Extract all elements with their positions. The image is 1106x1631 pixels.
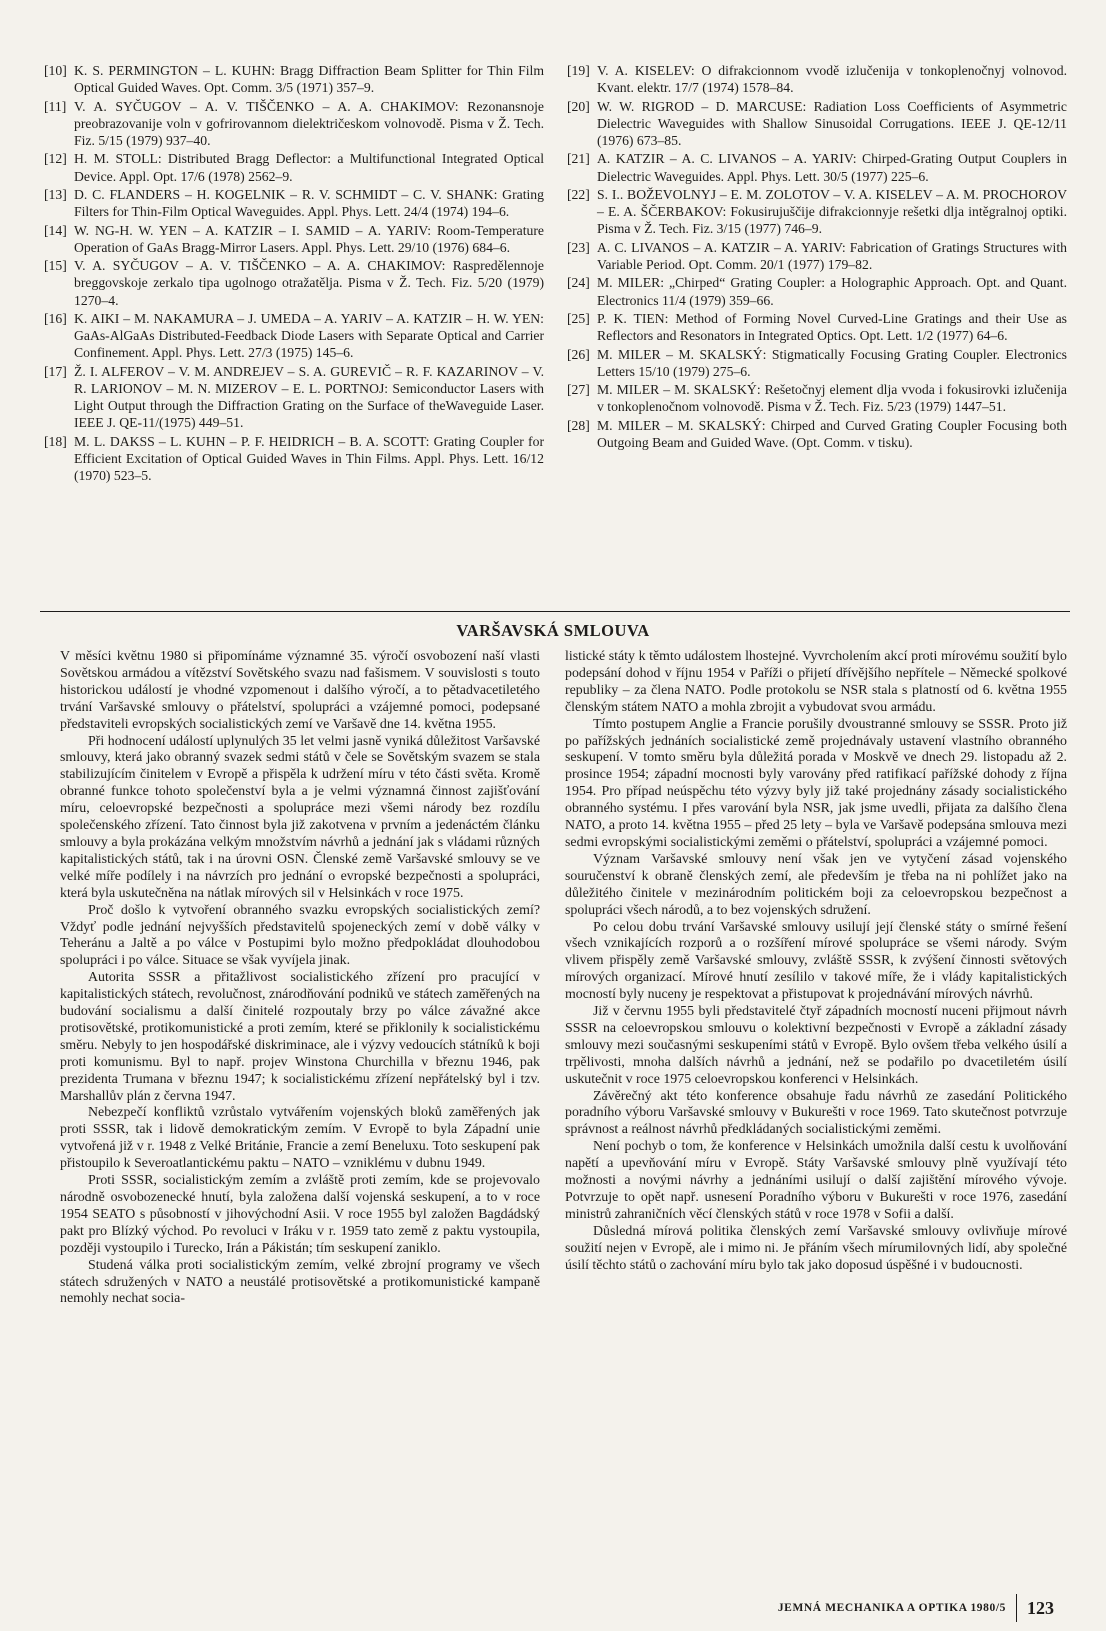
article-paragraph: Důsledná mírová politika členských zemí Varšavské smlouvy ovlivňuje mírové soužití nejen v Evropě, ale i mimo ni. Je přáním všech mírumilovných lidí, aby společné úsilí těchto států o zachování míru bylo tak jako doposud úspěšné i v budoucnosti. bbox=[565, 1223, 1067, 1273]
footer-divider bbox=[1016, 1594, 1017, 1622]
article-paragraph: Studená válka proti socialistickým zemím, velké zbrojní programy ve všech státech sdružených v NATO a neustálé protisovětské a protikomunistické kampaně nemohly nechat socia- bbox=[60, 1257, 540, 1307]
reference-item bbox=[567, 150, 1067, 184]
article-paragraph: Význam Varšavské smlouvy není však jen ve vytyčení zásad vojenského souručenství k obraně členských zemí, ale především je třeba na ni pohlížet jako na důležitého činitele v mezinárodním politickém boji za celoevropskou bezpečnost a spolupráci všech národů, a to bez vojenských sdružení. bbox=[565, 851, 1067, 918]
reference-item bbox=[567, 239, 1067, 273]
page-number: 123 bbox=[1027, 1597, 1054, 1618]
reference-number: [22] bbox=[567, 186, 590, 202]
reference-number: [20] bbox=[567, 98, 590, 114]
references-left-column bbox=[44, 62, 544, 486]
journal-name: JEMNÁ MECHANIKA A OPTIKA 1980/5 bbox=[777, 1602, 1006, 1614]
article-paragraph: Proti SSSR, socialistickým zemím a zvláště proti zemím, kde se projevovalo národně osvobozenecké hnutí, byla založena další vojenská seskupení, a to v roce 1954 SEATO s působností v jihovýchodní Asii. V roce 1955 byl založen Bagdádský pakt pro Blízký východ. Po revoluci v Iráku v r. 1959 tato země z paktu vystoupila, později vystoupilo i Turecko, Irán a Pákistán; tím seskupení zaniklo. bbox=[60, 1173, 540, 1256]
article-paragraph: Při hodnocení událostí uplynulých 35 let velmi jasně vyniká důležitost Varšavské smlouvy, která jako obranný svazek sedmi států v čele se Sovětským svazem se stala stabilizujícím činitelem v Evropě a přispěla k udržení míru v této části světa. Kromě obranné funkce tohoto společenství byla a je velmi významná činnost zajišťování míru, celoevropské bezpečnosti a spolupráce mezi všemi národy bez rozdílu společenského zřízení. Tato činnost byla již zakotvena v prvním a jedenáctém článku smlouvy a byla prokázána velkým množstvím návrhů a jednání jak s vládami různých kapitalistických států, tak i na úrovni OSN. Členské země Varšavské smlouvy se ve velké míře podílely i na návrzích pro jednání o evropské bezpečnosti a spolupráci, která byla uskutečněna na nátlak mírových sil v Helsinkách v roce 1975. bbox=[60, 733, 540, 901]
article-paragraph: Závěrečný akt této konference obsahuje řadu návrhů ze zasedání Politického poradního výboru Varšavské smlouvy v Bukurešti v roce 1969. Tato skutečnost potvrzuje správnost a reálnost návrhů předkládaných socialistickými zeměmi. bbox=[565, 1088, 1067, 1138]
article-paragraph: V měsíci květnu 1980 si připomínáme významné 35. výročí osvobození naší vlasti Sovětskou armádou a vítězství Sovětského svazu nad fašismem. V souvislosti s touto historickou událostí je vhodné vzpomenout i dalšího výročí, a to pětadvacetiletého trvání Varšavské smlouvy o přátelství, spolupráci a vzájemné pomoci, podepsané představiteli evropských socialistických zemí ve Varšavě dne 14. května 1955. bbox=[60, 649, 540, 732]
reference-text: K. S. PERMINGTON – L. KUHN: Bragg Diffraction Beam Splitter for Thin Film Optical Guided Waves. Opt. Comm. 3/5 (1971) 357–9. bbox=[74, 63, 544, 96]
article-paragraph: Tímto postupem Anglie a Francie porušily dvoustranné smlouvy se SSSR. Proto již po pařížských jednáních socialistické země projednávaly ustavení vlastního obranného seskupení. V tomto směru byla důležitá porada v Moskvě ve dnech 29. listopadu až 2. prosince 1954; západní mocnosti byly varovány před ratifikací pařížské dohody z října 1954. Pro případ neúspěchu této výzvy byly již také projednány zásady socialistického obranného systému. I přes varování byla NSR, jak jsme uvedli, přijata za dalšího člena NATO, a proto 14. května 1955 – před 25 lety – byla ve Varšavě podepsána smlouva mezi sedmi evropskými socialistickými zeměmi o přátelství, spolupráci a vzájemné pomoci. bbox=[565, 716, 1067, 850]
reference-text: V. A. KISELEV: O difrakcionnom vvodě izlučenija v tonkoplenočnyj volnovod. Kvant. elektr. 17/7 (1974) 1578–84. bbox=[597, 63, 1067, 96]
reference-item bbox=[44, 222, 544, 256]
article-paragraph: Proč došlo k vytvoření obranného svazku evropských socialistických zemí? Vždyť podle jednání nejvyšších představitelů spojeneckých zemí v době války v Teheránu a Jaltě a po válce v Postupimi bylo možno předpokládat dlouhodobou spolupráci i po válce. Situace se však vyvíjela jinak. bbox=[60, 902, 540, 969]
reference-text: V. A. SYČUGOV – A. V. TIŠČENKO – A. A. CHAKIMOV: Rezonansnoje preobrazovanije voln v gofrirovannom dielektričeskom volnovodě. Pisma v Ž. Tech. Fiz. 5/15 (1979) 937–40. bbox=[74, 98, 544, 148]
reference-number: [28] bbox=[567, 417, 590, 433]
reference-text: H. M. STOLL: Distributed Bragg Deflector: a Multifunctional Integrated Optical Device. Appl. Opt. 17/6 (1978) 2562–9. bbox=[74, 151, 544, 184]
reference-item bbox=[567, 346, 1067, 380]
reference-number: [14] bbox=[44, 222, 67, 238]
article-paragraph: Již v červnu 1955 byli představitelé čtyř západních mocností nuceni přijmout návrh SSSR na celoevropskou smlouvu o kolektivní bezpečnosti v Evropě a základní zásady smlouvy mezi současnými seskupeními států v Evropě. Bylo ovšem třeba velkého úsilí a trpělivosti, mnoha dalších návrhů a jednání, než se podařilo po dvacetiletém úsilí uskutečnit v roce 1975 celoevropskou konferenci v Helsinkách. bbox=[565, 1004, 1067, 1087]
reference-text: A. C. LIVANOS – A. KATZIR – A. YARIV: Fabrication of Gratings Structures with Variable Period. Opt. Comm. 20/1 (1977) 179–82. bbox=[597, 239, 1067, 272]
reference-text: P. K. TIEN: Method of Forming Novel Curved-Line Gratings and their Use as Reflectors and Resonators in Integrated Optics. Opt. Lett. 1/2 (1977) 64–6. bbox=[597, 310, 1067, 344]
reference-item bbox=[44, 62, 544, 96]
reference-item bbox=[44, 186, 544, 220]
reference-number: [24] bbox=[567, 275, 590, 291]
reference-number: [27] bbox=[567, 382, 590, 398]
reference-item bbox=[44, 363, 544, 432]
reference-number: [12] bbox=[44, 151, 67, 167]
reference-number: [26] bbox=[567, 346, 590, 362]
article-paragraph: Po celou dobu trvání Varšavské smlouvy usilují její členské státy o smírné řešení všech vznikajících rozporů a o rozšíření mírové spolupráce se všemi národy. Svým vlivem přispěly země Varšavské smlouvy, zvláště SSSR, k zvýšení činnosti světových mírových organizací. Mírové hnutí zesílilo v takové míře, že i vlády kapitalistických mocností byly nuceny je respektovat a přistupovat k projednávání mírových návrhů. bbox=[565, 919, 1067, 1003]
reference-text: M. MILER – M. SKALSKÝ: Chirped and Curved Grating Coupler Focusing both Outgoing Beam and Guided Wave. (Opt. Comm. v tisku). bbox=[597, 417, 1067, 450]
reference-text: K. AIKI – M. NAKAMURA – J. UMEDA – A. YARIV – A. KATZIR – H. W. YEN: GaAs-AlGaAs Distributed-Feedback Diode Lasers with Separate Optical and Carrier Confinement. Appl. Phys. Lett. 27/3 (1975) 145–6. bbox=[74, 310, 544, 361]
reference-item bbox=[44, 98, 544, 150]
reference-number: [16] bbox=[44, 310, 67, 326]
reference-item bbox=[567, 417, 1067, 451]
article-paragraph: Autorita SSSR a přitažlivost socialistického zřízení pro pracující v kapitalistických státech, revolučnost, znárodňování podniků ve státech zaměřených na budování socialismu a další činitelé rozpoutaly brzy po válce závažné akce protisovětské, protikomunistické a proti zemím, které se přiklonily k socialistickému směru. Nebyly to jen hospodářské diskriminace, ale i výzvy vedoucích státníků k boji proti komunismu. Byl to např. projev Winstona Churchilla v březnu 1946, pak prezidenta Trumana v březnu 1947; k socialistickému zřízení nepřátelský byl i tzv. Marshallův plán z června 1947. bbox=[60, 970, 540, 1104]
reference-number: [15] bbox=[44, 258, 67, 274]
reference-number: [18] bbox=[44, 433, 67, 449]
reference-text: A. KATZIR – A. C. LIVANOS – A. YARIV: Chirped-Grating Output Couplers in Dielectric Waveguides. Appl. Phys. Lett. 30/5 (1977) 225–6. bbox=[597, 151, 1067, 184]
reference-number: [17] bbox=[44, 363, 67, 379]
reference-item bbox=[567, 274, 1067, 308]
reference-text: W. NG-H. W. YEN – A. KATZIR – I. SAMID – A. YARIV: Room-Temperature Operation of GaAs Bragg-Mirror Lasers. Appl. Phys. Lett. 29/10 (1976) 684–6. bbox=[74, 222, 544, 255]
reference-text: W. W. RIGROD – D. MARCUSE: Radiation Loss Coefficients of Asymmetric Dielectric Waveguides with Shallow Sinusoidal Corrugations. IEEE J. QE-12/11 (1976) 673–85. bbox=[597, 98, 1067, 148]
reference-item bbox=[567, 381, 1067, 415]
reference-number: [11] bbox=[44, 98, 67, 114]
article-paragraph: Není pochyb o tom, že konference v Helsinkách umožnila další cestu k uvolňování napětí a upevňování míru v Evropě. Státy Varšavské smlouvy plně využívají této možnosti a novými návrhy a jednáními usilují o další zajištění mírového vývoje. Potvrzuje to opět např. usnesení Poradního výboru v Bukurešti v roce 1976, zasedání ministrů zahraničních věcí členských států v roce 1978 v Sofii a další. bbox=[565, 1139, 1067, 1222]
reference-item bbox=[567, 186, 1067, 238]
reference-item bbox=[44, 257, 544, 309]
article-left-column bbox=[60, 649, 540, 1308]
reference-item bbox=[44, 150, 544, 184]
article-right-column bbox=[565, 649, 1067, 1275]
reference-number: [25] bbox=[567, 310, 590, 326]
article-paragraph: Nebezpečí konfliktů vzrůstalo vytvářením vojenských bloků zaměřených jak proti SSSR, tak i lidově demokratickým zemím. V Evropě to byla Západní unie vytvořená již v r. 1948 z Velké Británie, Francie a zemí Beneluxu. Toto seskupení pak přistoupilo k Severoatlantickému paktu – NATO – vzniklému v dubnu 1949. bbox=[60, 1105, 540, 1172]
reference-text: V. A. SYČUGOV – A. V. TIŠČENKO – A. A. CHAKIMOV: Raspredělennoje breggovskoje zerkalo tipa ugolnogo otražatělja. Pisma v Ž. Tech. Fiz. 5/20 (1979) 1270–4. bbox=[74, 258, 544, 308]
reference-text: S. I.. BOŽEVOLNYJ – E. M. ZOLOTOV – V. A. KISELEV – A. M. PROCHOROV – E. A. ŠČERBAKOV: Fokusirujuščije difrakcionnyje rešetki dlja intěgralnoj optiki. Pisma v Ž. Tech. Fiz. 3/15 (1977) 746–9. bbox=[597, 186, 1067, 237]
reference-text: D. C. FLANDERS – H. KOGELNIK – R. V. SCHMIDT – C. V. SHANK: Grating Filters for Thin-Film Optical Waveguides. Appl. Phys. Lett. 24/4 (1974) 194–6. bbox=[74, 186, 544, 220]
reference-number: [10] bbox=[44, 63, 67, 78]
article-paragraph: listické státy k těmto událostem lhostejné. Vyvrcholením akcí proti mírovému soužití bylo podepsání dohod v říjnu 1954 v Paříži o přijetí dřívějšího nepřítele – Německé spolkové republiky – za člena NATO. Podle protokolu se NSR stala s platností od 6. května 1955 členským státem NATO a mohla zbrojit a vybudovat svou armádu. bbox=[565, 649, 1067, 715]
reference-text: M. L. DAKSS – L. KUHN – P. F. HEIDRICH – B. A. SCOTT: Grating Coupler for Efficient Excitation of Optical Guided Waves in Thin Films. Appl. Phys. Lett. 16/12 (1970) 523–5. bbox=[74, 433, 544, 484]
reference-number: [23] bbox=[567, 239, 590, 255]
reference-item bbox=[44, 433, 544, 485]
reference-item bbox=[567, 62, 1067, 96]
reference-text: M. MILER – M. SKALSKÝ: Rešetočnyj element dlja vvoda i fokusirovki izlučenija v tonkoplenočnom volnovodě. Pisma v Ž. Tech. Fiz. 5/23 (1979) 1447–51. bbox=[597, 382, 1067, 415]
reference-item bbox=[44, 310, 544, 362]
reference-text: Ž. I. ALFEROV – V. M. ANDREJEV – S. A. GUREVIČ – R. F. KAZARINOV – V. R. LARIONOV – M. N. MIZEROV – E. L. PORTNOJ: Semiconductor Lasers with Light Output through the Diffraction Grating on the Surface of theWaveguide Laser. IEEE J. QE-11/(1975) 449–51. bbox=[74, 363, 544, 431]
reference-text: M. MILER – M. SKALSKÝ: Stigmatically Focusing Grating Coupler. Electronics Letters 15/10 (1979) 275–6. bbox=[597, 346, 1067, 379]
section-divider bbox=[40, 611, 1070, 612]
reference-item bbox=[567, 310, 1067, 344]
article-title: VARŠAVSKÁ SMLOUVA bbox=[456, 621, 650, 640]
page-footer bbox=[778, 1594, 1054, 1622]
reference-number: [21] bbox=[567, 151, 590, 167]
references-right-column bbox=[567, 62, 1067, 452]
reference-number: [19] bbox=[567, 63, 590, 78]
reference-item bbox=[567, 98, 1067, 150]
reference-text: M. MILER: „Chirped“ Grating Coupler: a Holographic Approach. Opt. and Quant. Electronics 11/4 (1979) 359–66. bbox=[597, 275, 1067, 308]
reference-number: [13] bbox=[44, 186, 67, 202]
